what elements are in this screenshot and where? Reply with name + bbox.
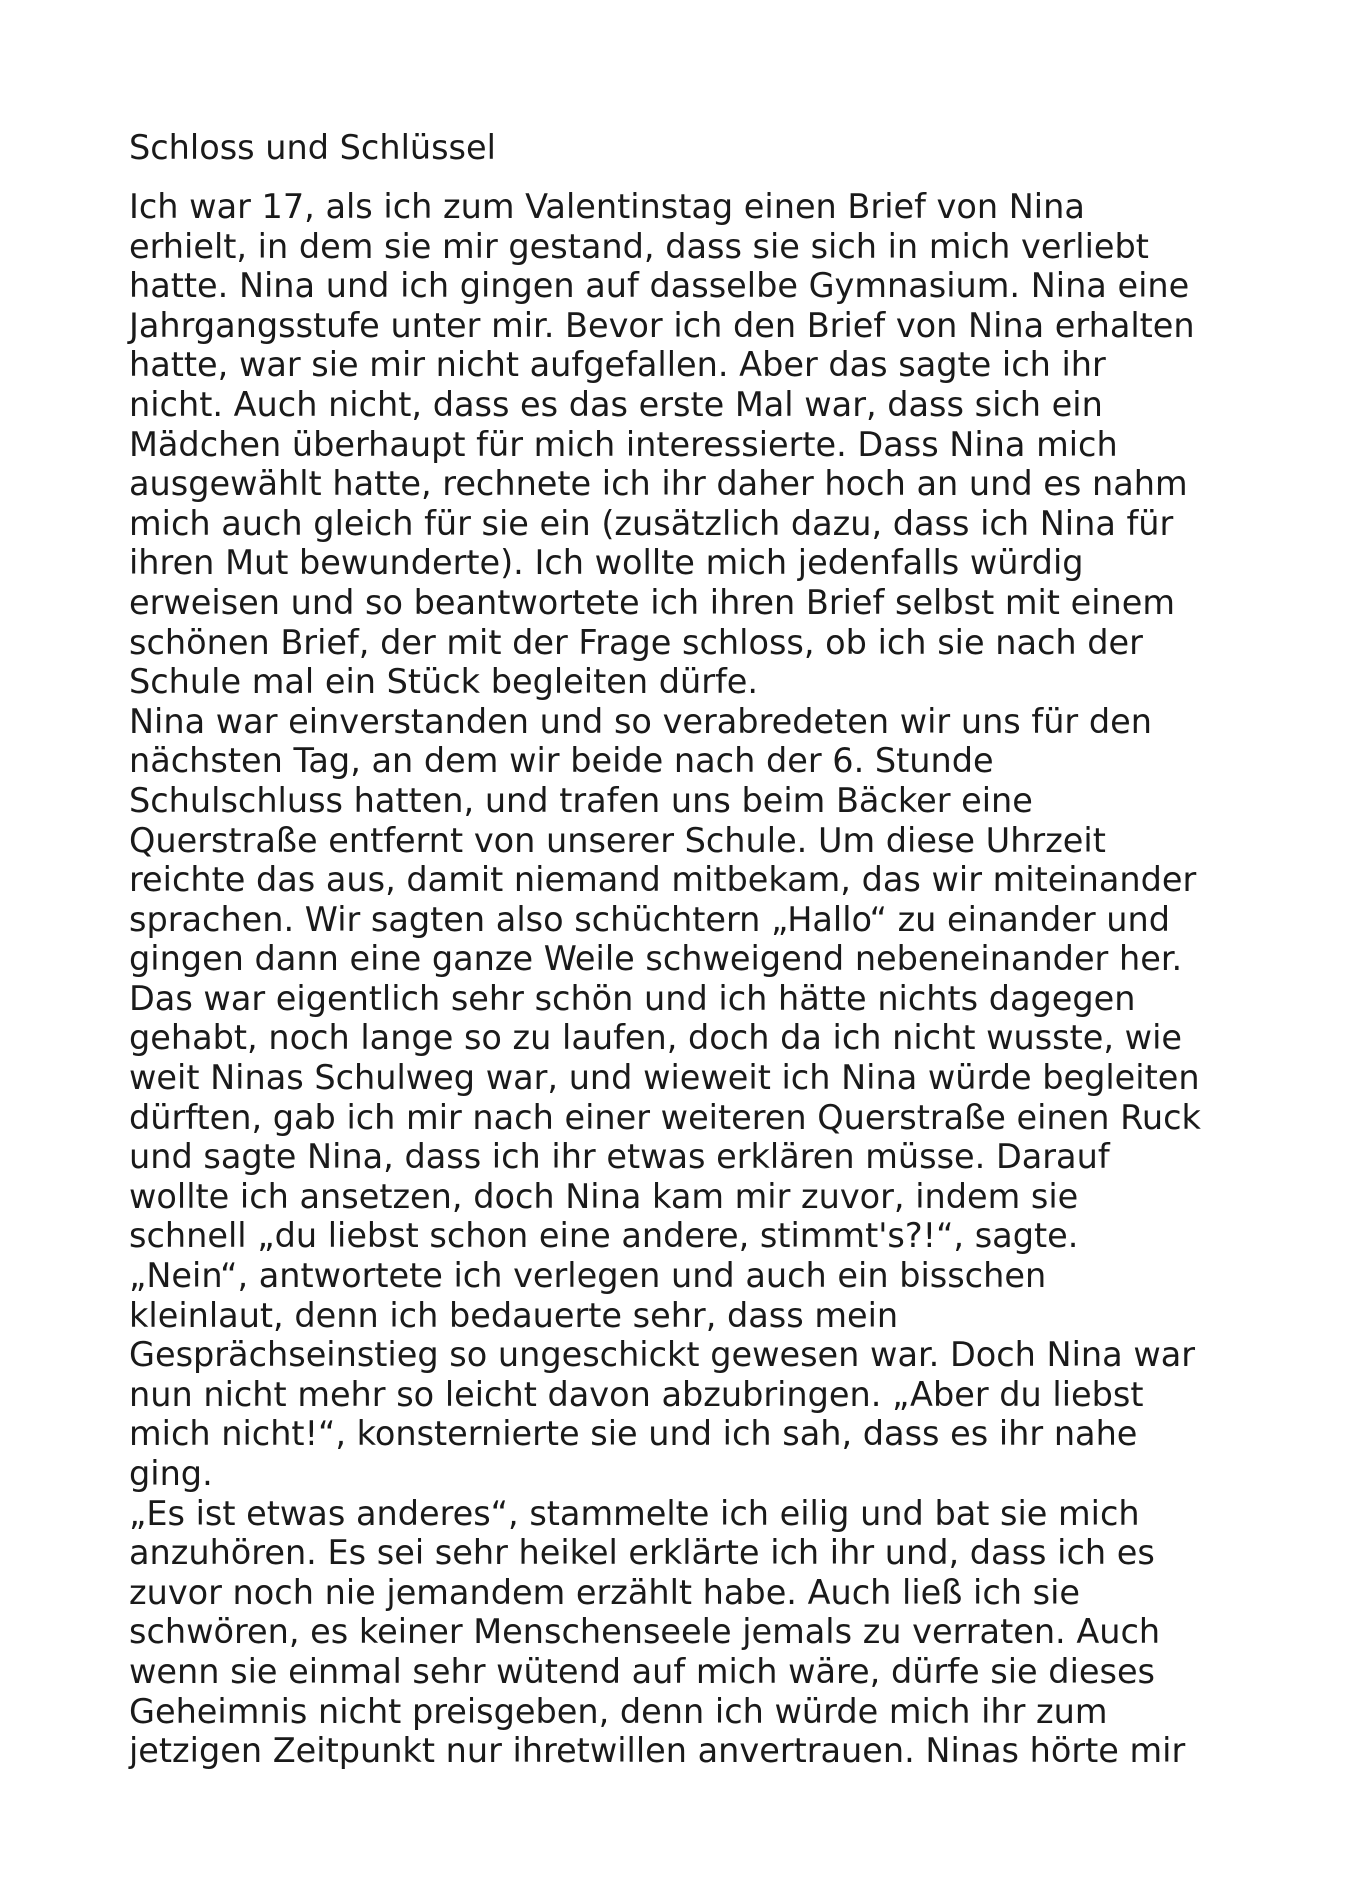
text-line: zuvor noch nie jemandem erzählt habe. Auch ließ ich sie bbox=[129, 1572, 1081, 1612]
text-line: ihren Mut bewunderte). Ich wollte mich jedenfalls würdig bbox=[129, 543, 1084, 583]
text-line: hatte. Nina und ich gingen auf dasselbe Gymnasium. Nina eine bbox=[129, 266, 1190, 306]
text-line: erhielt, in dem sie mir gestand, dass sie sich in mich verliebt bbox=[129, 226, 1149, 266]
text-line: und sagte Nina, dass ich ihr etwas erklären müsse. Darauf bbox=[129, 1137, 1110, 1177]
text-line: nicht. Auch nicht, dass es das erste Mal war, dass sich ein bbox=[129, 384, 1103, 424]
document-title: Schloss und Schlüssel bbox=[129, 128, 496, 167]
text-line: schwören, es keiner Menschenseele jemals zu verraten. Auch bbox=[129, 1612, 1161, 1652]
text-line: Ich war 17, als ich zum Valentinstag einen Brief von Nina bbox=[129, 187, 1085, 226]
document-content bbox=[129, 128, 1239, 1771]
text-line: Das war eigentlich sehr schön und ich hätte nichts dagegen bbox=[129, 978, 1136, 1018]
text-line: Geheimnis nicht preisgeben, denn ich würde mich ihr zum bbox=[129, 1691, 1108, 1731]
text-line: mich nicht!“, konsternierte sie und ich sah, dass es ihr nahe bbox=[129, 1414, 1138, 1454]
text-line: hatte, war sie mir nicht aufgefallen. Aber das sagte ich ihr bbox=[129, 345, 1106, 385]
text-line: „Nein“, antwortete ich verlegen und auch ein bisschen bbox=[129, 1256, 1047, 1296]
text-line: reichte das aus, damit niemand mitbekam, das wir miteinander bbox=[129, 860, 1197, 900]
text-line: erweisen und so beantwortete ich ihren Brief selbst mit einem bbox=[129, 582, 1175, 622]
text-line: wenn sie einmal sehr wütend auf mich wäre, dürfe sie dieses bbox=[129, 1651, 1156, 1691]
document-body bbox=[129, 187, 1239, 1771]
text-line: Jahrgangsstufe unter mir. Bevor ich den Brief von Nina erhalten bbox=[129, 305, 1195, 345]
text-line: anzuhören. Es sei sehr heikel erklärte ich ihr und, dass ich es bbox=[129, 1533, 1155, 1573]
text-line: gingen dann eine ganze Weile schweigend nebeneinander her. bbox=[129, 939, 1183, 979]
text-line: Schulschluss hatten, und trafen uns beim Bäcker eine bbox=[129, 780, 1033, 820]
text-line: Gesprächseinstieg so ungeschickt gewesen war. Doch Nina war bbox=[129, 1335, 1196, 1375]
text-line: schönen Brief, der mit der Frage schloss, ob ich sie nach der bbox=[129, 622, 1143, 662]
text-line: dürften, gab ich mir nach einer weiteren Querstraße einen Ruck bbox=[129, 1097, 1201, 1137]
text-line: Nina war einverstanden und so verabredeten wir uns für den bbox=[129, 701, 1152, 741]
text-line: gehabt, noch lange so zu laufen, doch da ich nicht wusste, wie bbox=[129, 1018, 1182, 1058]
text-line: mich auch gleich für sie ein (zusätzlich dazu, dass ich Nina für bbox=[129, 503, 1174, 543]
text-line: kleinlaut, denn ich bedauerte sehr, dass mein bbox=[129, 1295, 899, 1335]
text-line: jetzigen Zeitpunkt nur ihretwillen anvertrauen. Ninas hörte mir bbox=[129, 1731, 1186, 1771]
text-line: nächsten Tag, an dem wir beide nach der 6. Stunde bbox=[129, 741, 994, 781]
text-line: nun nicht mehr so leicht davon abzubringen. „Aber du liebst bbox=[129, 1374, 1144, 1414]
text-line: ging. bbox=[129, 1454, 213, 1493]
text-line: schnell „du liebst schon eine andere, stimmt's?!“, sagte. bbox=[129, 1216, 1079, 1256]
text-line: ausgewählt hatte, rechnete ich ihr daher hoch an und es nahm bbox=[129, 464, 1188, 504]
text-line: weit Ninas Schulweg war, und wieweit ich Nina würde begleiten bbox=[129, 1058, 1200, 1098]
text-line: wollte ich ansetzen, doch Nina kam mir zuvor, indem sie bbox=[129, 1176, 1079, 1216]
text-line: Mädchen überhaupt für mich interessierte. Dass Nina mich bbox=[129, 424, 1118, 464]
text-line: Querstraße entfernt von unserer Schule. Um diese Uhrzeit bbox=[129, 820, 1106, 860]
text-line: Schule mal ein Stück begleiten dürfe. bbox=[129, 662, 759, 702]
text-line: sprachen. Wir sagten also schüchtern „Hallo“ zu einander und bbox=[129, 899, 1170, 939]
text-line: „Es ist etwas anderes“, stammelte ich eilig und bat sie mich bbox=[129, 1493, 1140, 1533]
